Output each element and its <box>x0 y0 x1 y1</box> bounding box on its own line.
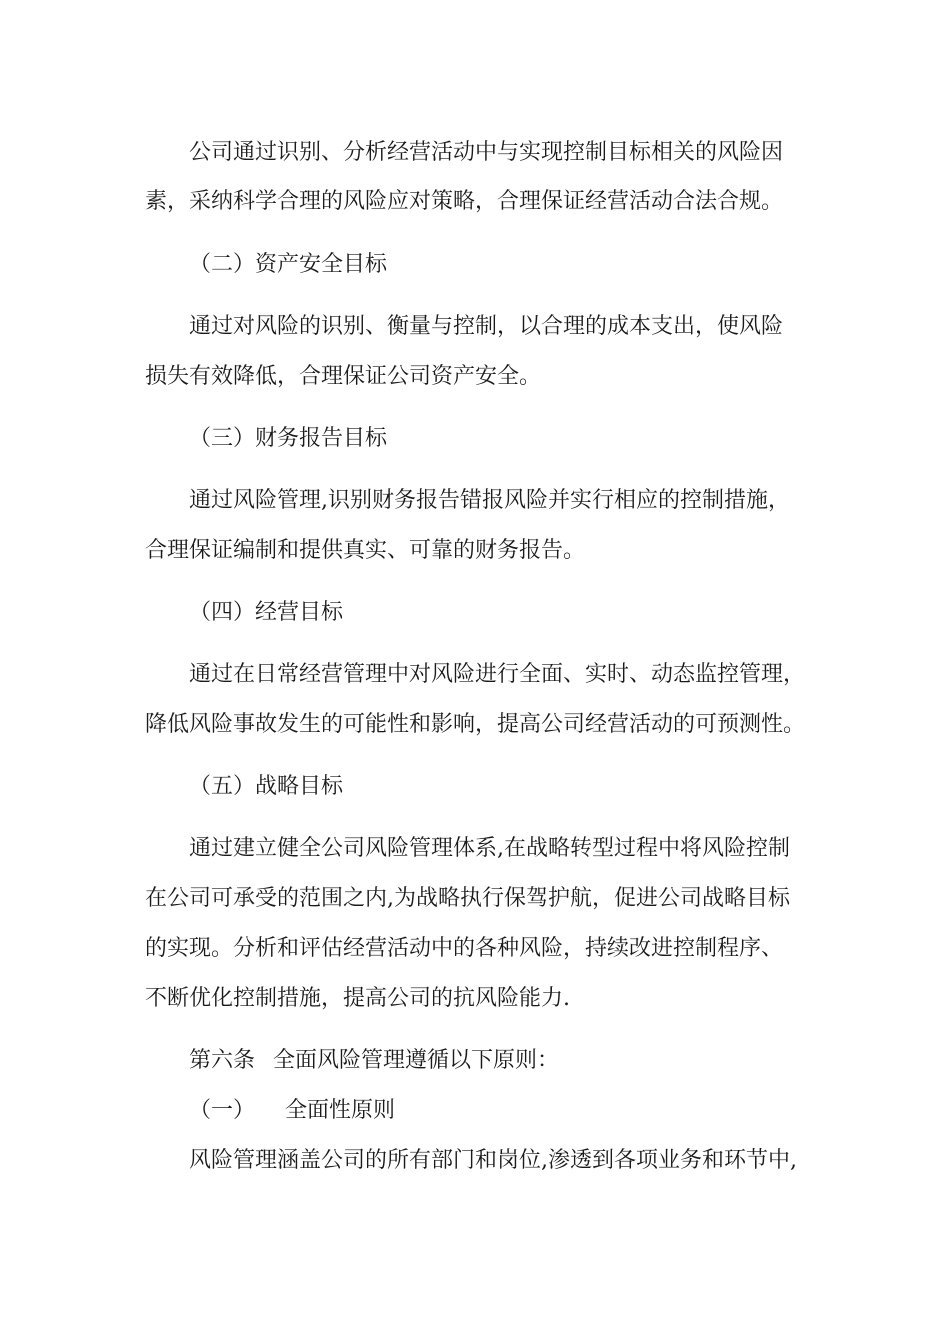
paragraph-line: 的实现。分析和评估经营活动中的各种风险，持续改进控制程序、 <box>145 936 784 961</box>
paragraph-line: 通过建立健全公司风险管理体系,在战略转型过程中将风险控制 <box>189 836 790 861</box>
paragraph-line: 损失有效降低，合理保证公司资产安全。 <box>145 364 542 389</box>
paragraph-line: 公司通过识别、分析经营活动中与实现控制目标相关的风险因 <box>189 140 784 165</box>
section-heading: （四）经营目标 <box>189 600 344 625</box>
section-heading: （五）战略目标 <box>189 774 344 799</box>
article-text: 全面风险管理遵循以下原则： <box>273 1048 560 1073</box>
paragraph-line: 通过在日常经营管理中对风险进行全面、实时、动态监控管理， <box>189 662 806 687</box>
paragraph-line: 风险管理涵盖公司的所有部门和岗位,渗透到各项业务和环节中, <box>189 1148 797 1173</box>
paragraph-line: 在公司可承受的范围之内,为战略执行保驾护航，促进公司战略目标 <box>145 886 790 911</box>
paragraph-line: 合理保证编制和提供真实、可靠的财务报告。 <box>145 538 586 563</box>
paragraph-line: 不断优化控制措施，提高公司的抗风险能力. <box>145 986 570 1011</box>
article-label: 第六条 <box>189 1048 256 1073</box>
section-heading: （二）资产安全目标 <box>189 252 388 277</box>
paragraph-line: 通过对风险的识别、衡量与控制，以合理的成本支出，使风险 <box>189 314 784 339</box>
principle-label: （一） <box>189 1098 256 1123</box>
principle-text: 全面性原则 <box>285 1098 396 1123</box>
article-heading <box>189 1046 559 1076</box>
paragraph-line: 素，采纳科学合理的风险应对策略，合理保证经营活动合法合规。 <box>145 189 784 214</box>
paragraph-line: 降低风险事故发生的可能性和影响，提高公司经营活动的可预测性。 <box>145 712 806 737</box>
section-heading: （三）财务报告目标 <box>189 426 388 451</box>
principle-heading <box>189 1096 395 1126</box>
paragraph-line: 通过风险管理,识别财务报告错报风险并实行相应的控制措施， <box>189 488 790 513</box>
